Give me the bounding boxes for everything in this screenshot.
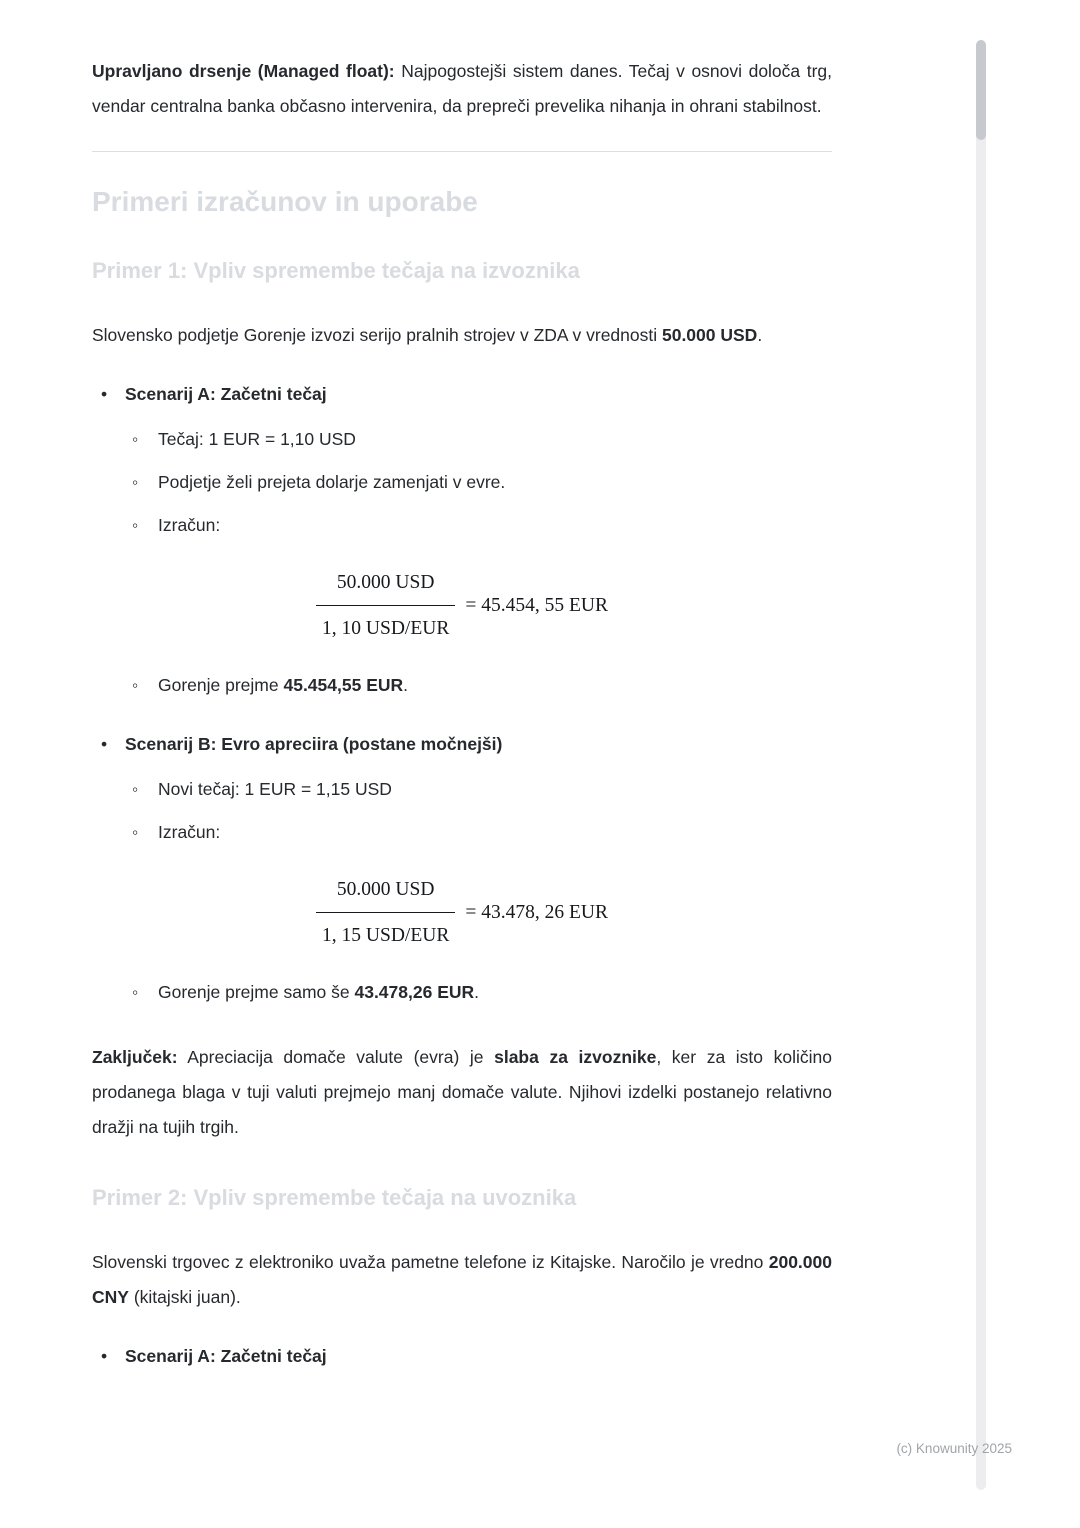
scenario-b-calc-label: ◦ Izračun:	[125, 815, 832, 850]
scenario-a-goal: ◦ Podjetje želi prejeta dolarje zamenjati v evre.	[125, 465, 832, 500]
scenario-a-sublist	[125, 422, 832, 543]
example1-heading: Primer 1: Vpliv spremembe tečaja na izvoznika	[92, 258, 580, 283]
example1-lead-end: .	[757, 325, 763, 345]
section-heading: Primeri izračunov in uporabe	[92, 186, 478, 217]
example2-scenario-a-title: Scenarij A: Začetni tečaj	[125, 1346, 327, 1366]
example2-heading: Primer 2: Vpliv spremembe tečaja na uvoznika	[92, 1185, 577, 1210]
scenario-b-result-text: Gorenje prejme samo še	[158, 982, 355, 1002]
scrollbar-thumb[interactable]	[976, 40, 986, 140]
footer-credit: (c) Knowunity 2025	[896, 1441, 1012, 1456]
example1-lead-text: Slovensko podjetje Gorenje izvozi serijo pralnih strojev v ZDA v vrednosti	[92, 325, 662, 345]
scenario-a-result-text: Gorenje prejme	[158, 675, 284, 695]
conclusion-emphasis: slaba za izvoznike	[494, 1047, 657, 1067]
example2-lead-paragraph	[92, 1245, 832, 1315]
paragraph-managed-float	[92, 54, 832, 124]
example1-lead-paragraph	[92, 318, 832, 353]
conclusion-label: Zaključek:	[92, 1047, 178, 1067]
fraction-numerator: 50.000 USD	[316, 565, 455, 606]
divider	[92, 151, 832, 152]
example1-lead-amount: 50.000 USD	[661, 325, 758, 345]
scenario-a-title: Scenarij A: Začetni tečaj	[125, 384, 327, 404]
formula-result: = 43.478, 26 EUR	[465, 902, 608, 923]
fraction	[316, 565, 455, 646]
scenario-a-calc-label: ◦ Izračun:	[125, 508, 832, 543]
example2-lead-text: Slovenski trgovec z elektroniko uvaža pametne telefone iz Kitajske. Naročilo je vredno	[92, 1252, 769, 1272]
managed-float-text: Najpogostejši sistem danes. Tečaj v osnovi določa trg, vendar centralna banka občasno intervenira, da prepreči prevelika nihanja in ohrani stabilnost.	[92, 61, 832, 116]
scenario-a-rate: ◦ Tečaj: 1 EUR = 1,10 USD	[125, 422, 832, 457]
scenario-b-result	[125, 975, 832, 1010]
scenario-b-title: Scenarij B: Evro apreciira (postane močnejši)	[125, 734, 503, 754]
scenario-b-result-amount: 43.478,26 EUR	[354, 982, 475, 1002]
scenario-a-item	[92, 377, 832, 703]
formula-scenario-b	[92, 872, 832, 953]
fraction-denominator: 1, 10 USD/EUR	[322, 618, 450, 639]
fraction-denominator: 1, 15 USD/EUR	[322, 925, 450, 946]
example2-scenario-a-item	[92, 1339, 832, 1374]
scenario-a-result-end: .	[403, 675, 409, 695]
example2-lead-amount: 200.000 CNY	[92, 1252, 832, 1307]
document-content	[92, 54, 832, 1374]
managed-float-term: Upravljano drsenje (Managed float):	[92, 61, 395, 81]
example2-lead-end: (kitajski juan).	[128, 1287, 241, 1307]
conclusion-text-1: Apreciacija domače valute (evra) je	[177, 1047, 495, 1067]
scenario-a-result-list	[125, 668, 832, 703]
scenario-b-sublist	[125, 772, 832, 850]
fraction-numerator: 50.000 USD	[316, 872, 455, 913]
conclusion-text-2: , ker za isto količino prodanega blaga v tuji valuti prejmejo manj domače valute. Njihovi izdelki postanejo relativno dražji na tujih trgih.	[92, 1047, 832, 1137]
formula-result: = 45.454, 55 EUR	[465, 595, 608, 616]
scenario-a-result-amount: 45.454,55 EUR	[283, 675, 404, 695]
fraction	[316, 872, 455, 953]
formula-scenario-a	[92, 565, 832, 646]
scenario-a-result	[125, 668, 832, 703]
scenario-b-item	[92, 727, 832, 1010]
scrollbar[interactable]	[976, 40, 986, 1490]
conclusion-paragraph	[92, 1040, 832, 1145]
example2-scenario-list	[92, 1339, 832, 1374]
scenario-b-rate: ◦ Novi tečaj: 1 EUR = 1,15 USD	[125, 772, 832, 807]
scenario-b-result-end: .	[474, 982, 480, 1002]
example1-scenario-list	[92, 377, 832, 1010]
scenario-b-result-list	[125, 975, 832, 1010]
